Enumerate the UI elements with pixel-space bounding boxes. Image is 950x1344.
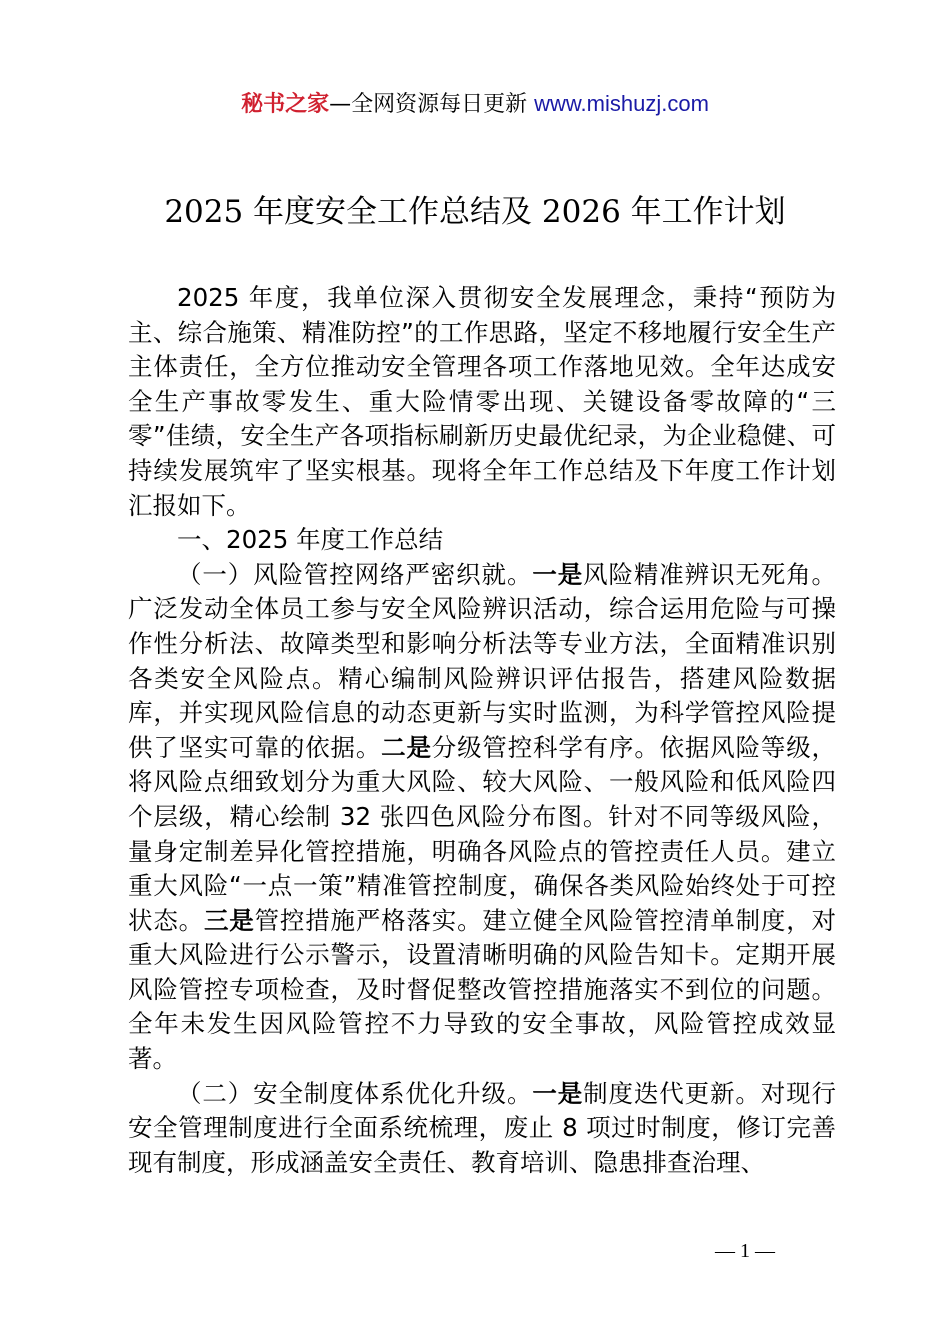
paragraph-system-upgrade xyxy=(128,1077,836,1181)
subheading-risk-control: （一）风险管控网络严密织就。 xyxy=(177,559,533,589)
keyword-third: 三是 xyxy=(203,905,255,935)
document-title: 2025 年度安全工作总结及 2026 年工作计划 xyxy=(164,194,786,230)
site-url-link[interactable]: www.mishuzj.com xyxy=(534,91,709,116)
subheading-system-upgrade: （二）安全制度体系优化升级。 xyxy=(177,1078,533,1108)
header-tagline: —全网资源每日更新 xyxy=(329,92,535,117)
intro-paragraph: 2025 年度，我单位深入贯彻安全发展理念，秉持“预防为主、综合施策、精准防控”的工作思路，坚定不移地履行安全生产主体责任，全方位推动安全管理各项工作落地见效。全年达成安全生产事故零发生、重大险情零出现、关键设备零故障的“三零”佳绩，安全生产各项指标刷新历史最优纪录，为企业稳健、可持续发展筑牢了坚实根基。现将全年工作总结及下年度工作计划汇报如下。 xyxy=(128,283,836,520)
text-first: 风险精准辨识无死角。广泛发动全体员工参与安全风险辨识活动，综合运用危险与可操作性分析法、故障类型和影响分析法等专业方法，全面精准识别各类安全风险点。精心编制风险辨识评估报告，搭建风险数据库，并实现风险信息的动态更新与实时监测，为科学管控风险提供了坚实可靠的依据。 xyxy=(128,559,837,762)
brand-name: 秘书之家 xyxy=(241,92,330,117)
document-body xyxy=(128,281,836,1180)
section-heading-summary: 一、2025 年度工作总结 xyxy=(177,525,444,555)
site-header xyxy=(0,86,950,123)
keyword-first: 一是 xyxy=(532,559,584,589)
keyword-first: 一是 xyxy=(532,1078,584,1108)
text-third: 管控措施严格落实。建立健全风险管控清单制度，对重大风险进行公示警示，设置清晰明确的风险告知卡。定期开展风险管控专项检查，及时督促整改管控措施落实不到位的问题。全年未发生因风险管控不力导致的安全事故，风险管控成效显著。 xyxy=(128,905,837,1074)
page-number: — 1 — xyxy=(715,1240,775,1262)
keyword-second: 二是 xyxy=(381,732,432,762)
text-first: 制度迭代更新。对现行安全管理制度进行全面系统梳理，废止 8 项过时制度，修订完善现有制度，形成涵盖安全责任、教育培训、隐患排查治理、 xyxy=(128,1078,837,1177)
paragraph-risk-control xyxy=(128,558,836,1077)
text-second: 分级管控科学有序。依据风险等级，将风险点细致划分为重大风险、较大风险、一般风险和低风险四个层级，精心绘制 32 张四色风险分布图。针对不同等级风险，量身定制差异化管控措施，明确各风险点的管控责任人员。建立重大风险“一点一策”精准管控制度，确保各类风险始终处于可控状态。 xyxy=(128,732,837,935)
